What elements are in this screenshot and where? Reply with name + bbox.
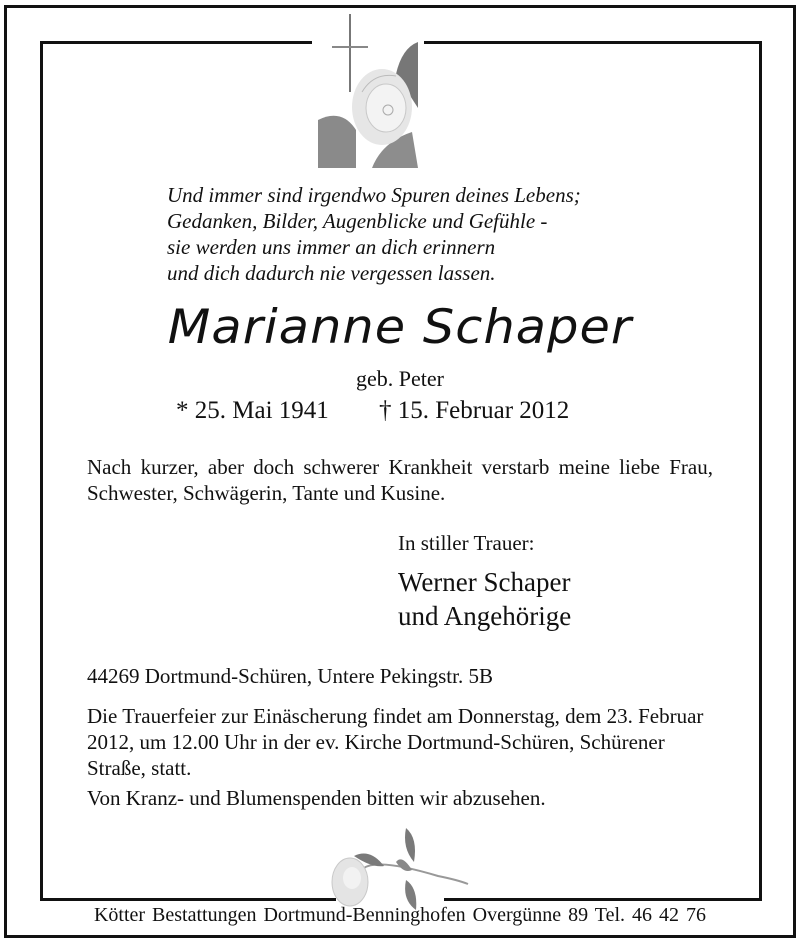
flowers-note: Von Kranz- und Blumenspenden bitten wir abzusehen. [87, 786, 546, 810]
death-date: † 15. Februar 2012 [379, 397, 570, 424]
mourners [398, 565, 571, 633]
poem-line: sie werden uns immer an dich erinnern [167, 235, 496, 259]
ceremony-text: Die Trauerfeier zur Einäscherung findet am Donnerstag, dem 23. Februar 2012, um 12.00 Uhr in der ev. Kirche Dortmund-Schüren, Schürener Straße, statt. [87, 704, 704, 780]
cross-rose-image [312, 12, 424, 168]
life-dates [176, 397, 569, 425]
rose-image [318, 818, 478, 914]
family-address: 44269 Dortmund-Schüren, Untere Pekingstr. 5B [87, 664, 493, 688]
mourning-intro: In stiller Trauer: [398, 531, 535, 555]
funeral-home-footer: Kötter Bestattungen Dortmund-Benninghofen Overgünne 89 Tel. 46 42 76 [93, 904, 707, 926]
birth-date: * 25. Mai 1941 [176, 397, 329, 424]
mourner-line: Werner Schaper [398, 567, 571, 597]
poem-line: und dich dadurch nie vergessen lassen. [167, 261, 496, 285]
rose-icon [318, 818, 478, 914]
cross-rose-icon [312, 12, 424, 168]
poem-line: Und immer sind irgendwo Spuren deines Lebens; [167, 183, 581, 207]
mourner-line: und Angehörige [398, 601, 572, 631]
maiden-name: geb. Peter [356, 366, 444, 391]
poem-line: Gedanken, Bilder, Augenblicke und Gefühle - [167, 209, 548, 233]
deceased-name: Marianne Schaper [167, 300, 633, 355]
announcement-text: Nach kurzer, aber doch schwerer Krankheit verstarb meine liebe Frau, Schwester, Schwägerin, Tante und Kusine. [87, 455, 713, 505]
memorial-poem [167, 182, 581, 286]
